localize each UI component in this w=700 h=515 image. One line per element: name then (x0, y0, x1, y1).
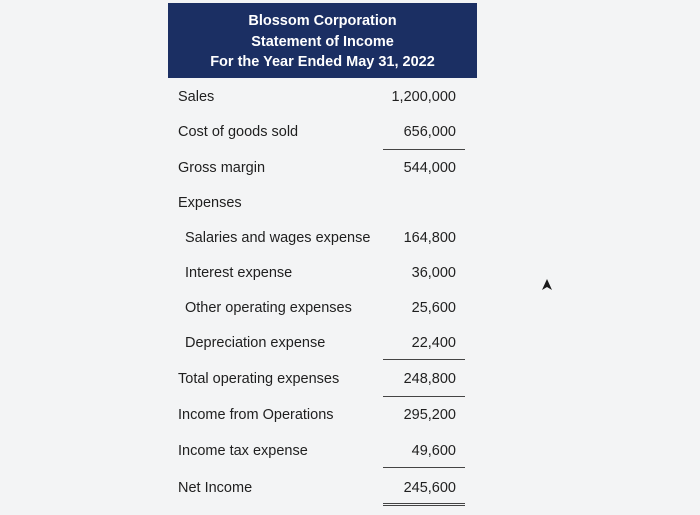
row-label: Depreciation expense (185, 335, 326, 351)
row-income-tax-expense (0, 440, 700, 462)
row-label: Salaries and wages expense (185, 230, 371, 246)
row-other-operating-expenses (0, 297, 700, 319)
row-label: Gross margin (178, 160, 266, 176)
row-amount: 656,000 (403, 124, 456, 140)
row-label: Net Income (178, 480, 253, 496)
row-amount: 248,800 (403, 371, 456, 387)
row-cost-of-goods-sold (0, 121, 700, 143)
row-amount: 544,000 (403, 160, 456, 176)
row-net-income (0, 477, 700, 499)
statement-title: Statement of Income (251, 33, 394, 50)
subtotal-rule (383, 149, 465, 150)
row-label: Other operating expenses (185, 300, 352, 316)
row-label: Income tax expense (178, 443, 308, 459)
row-amount: 245,600 (403, 480, 456, 496)
row-label: Interest expense (185, 265, 293, 281)
row-amount: 49,600 (411, 443, 456, 459)
row-label: Income from Operations (178, 407, 334, 423)
row-depreciation-expense (0, 332, 700, 354)
row-gross-margin (0, 157, 700, 179)
mouse-pointer-icon (540, 278, 554, 292)
total-double-rule (383, 503, 465, 506)
row-salaries-and-wages (0, 227, 700, 249)
row-income-from-operations (0, 404, 700, 426)
row-interest-expense (0, 262, 700, 284)
subtotal-rule (383, 359, 465, 360)
statement-period: For the Year Ended May 31, 2022 (210, 54, 435, 70)
row-amount: 25,600 (411, 300, 456, 316)
row-label: Expenses (178, 195, 242, 211)
row-label: Total operating expenses (178, 371, 340, 387)
company-name: Blossom Corporation (248, 13, 397, 29)
row-amount: 36,000 (411, 265, 456, 281)
row-label: Cost of goods sold (178, 124, 299, 140)
row-amount: 295,200 (403, 407, 456, 423)
row-amount: 22,400 (411, 335, 456, 351)
row-sales (0, 86, 700, 108)
row-label: Sales (178, 89, 215, 105)
row-total-operating-expenses (0, 368, 700, 390)
row-amount: 1,200,000 (391, 89, 456, 105)
subtotal-rule (383, 467, 465, 468)
row-expenses-heading (0, 192, 700, 214)
row-amount: 164,800 (403, 230, 456, 246)
subtotal-rule (383, 396, 465, 397)
